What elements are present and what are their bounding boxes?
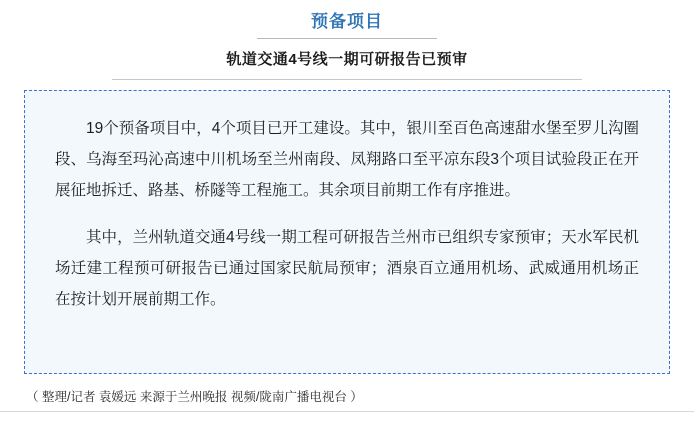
source-credit: （ 整理/记者 袁媛远 来源于兰州晚报 视频/陇南广播电视台 ） [26, 390, 363, 404]
title-divider [112, 79, 582, 80]
bottom-divider [0, 411, 694, 412]
article-paragraph: 19个预备项目中，4个项目已开工建设。其中，银川至百色高速甜水堡至罗儿沟圈段、乌海至玛沁高速中川机场至兰州南段、凤翔路口至平凉东段3个项目试验段正在开展征地拆迁、路基、桥隧等工程施工。其余项目前期工作有序推进。 [55, 120, 639, 199]
heading-divider [257, 38, 437, 39]
section-heading: 预备项目 [311, 12, 383, 31]
article-paragraph: 其中，兰州轨道交通4号线一期工程可研报告兰州市已组织专家预审；天水军民机场迁建工程预可研报告已通过国家民航局预审；酒泉百立通用机场、武威通用机场正在按计划开展前期工作。 [55, 229, 639, 308]
article-body-box [24, 90, 670, 374]
article-title: 轨道交通4号线一期可研报告已预审 [226, 51, 468, 68]
